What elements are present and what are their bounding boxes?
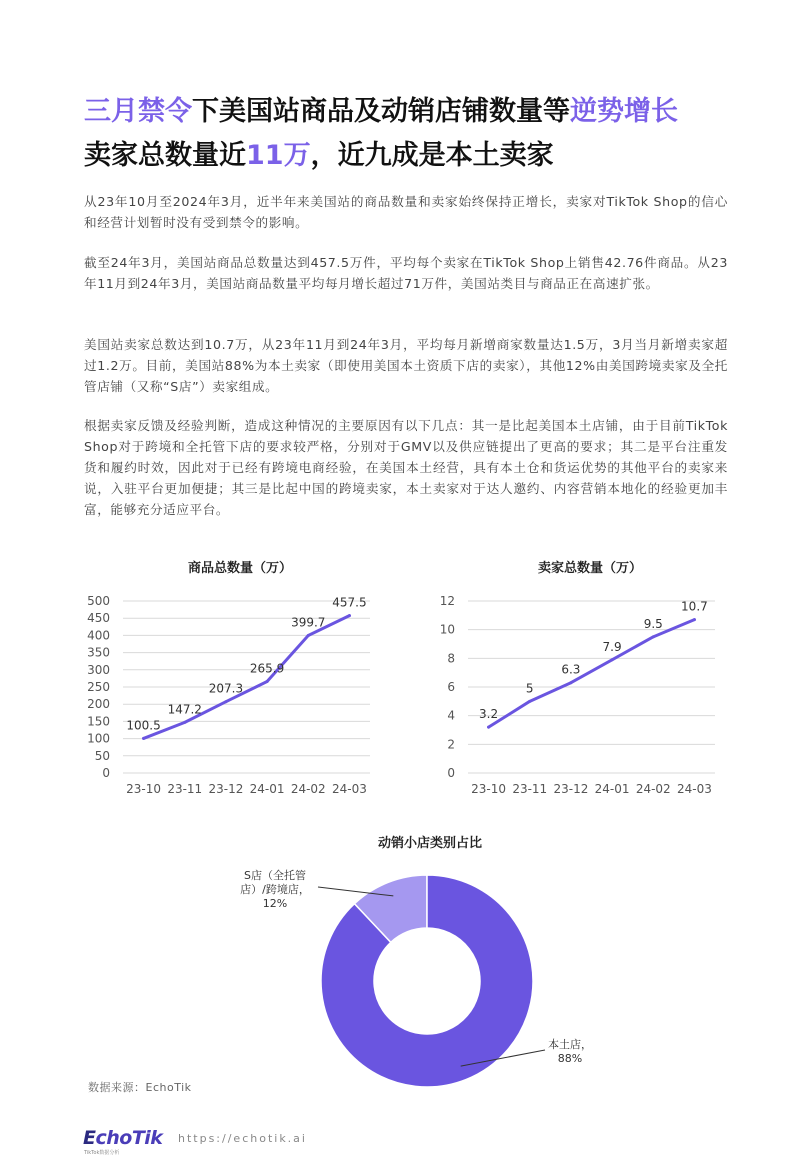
- sellers-ytick-label: 10: [439, 622, 455, 637]
- products-xtick-label: 24-03: [331, 782, 367, 796]
- products-data-point: [183, 721, 186, 724]
- title-line-2-segment-1: 11万: [246, 140, 311, 171]
- donut-slice-label: 本土店，: [548, 1038, 592, 1051]
- products-ytick-label: 0: [102, 766, 110, 780]
- logo-subtitle: TikTok数据分析: [84, 1150, 120, 1156]
- sellers-data-label: 10.7: [681, 599, 708, 614]
- sellers-xtick-label: 24-01: [594, 782, 630, 796]
- sellers-ytick-label: 6: [447, 680, 455, 694]
- products-ytick-label: 150: [87, 714, 110, 729]
- paragraph-3: 美国站卖家总数达到10.7万，从23年11月到24年3月，平均每月新增商家数量达1.5万，3月当月新增卖家超过1.2万。目前，美国站88%为本土卖家（即使用美国本土资质下店的卖家），其他12%由美国跨境卖家及全托管店铺（又称“S店”）卖家组成。: [84, 337, 728, 394]
- sellers-data-label: 3.2: [479, 707, 499, 722]
- products-data-point: [348, 614, 351, 617]
- donut-slice: [321, 875, 533, 1087]
- sellers-xtick-label: 24-03: [676, 782, 712, 796]
- footer-url[interactable]: https://echotik.ai: [178, 1132, 307, 1145]
- sellers-data-label: 7.9: [602, 639, 622, 654]
- page-title-line-2: [84, 140, 764, 172]
- products-data-label: 100.5: [126, 718, 161, 733]
- donut-slice-label: 店）/跨境店，: [240, 883, 310, 896]
- sellers-ytick-label: 8: [447, 651, 455, 666]
- products-xtick-label: 24-01: [249, 782, 285, 796]
- page-title-line-1: [84, 96, 764, 128]
- products-data-point: [142, 737, 145, 740]
- products-data-point: [307, 634, 310, 637]
- products-data-label: 207.3: [208, 681, 244, 696]
- chart-store-type: [200, 865, 700, 1095]
- products-ytick-label: 500: [87, 594, 110, 608]
- products-ytick-label: 400: [87, 628, 110, 643]
- products-data-point: [266, 680, 269, 683]
- sellers-data-point: [569, 681, 572, 684]
- title-line-1-segment-2: 逆势增长: [570, 96, 678, 127]
- logo-text: choTik: [95, 1127, 163, 1149]
- sellers-data-label: 6.3: [561, 662, 581, 677]
- title-line-1-segment-0: 三月禁令: [84, 96, 192, 127]
- products-data-label: 399.7: [291, 615, 326, 630]
- products-data-point: [224, 700, 227, 703]
- sellers-series-line: [489, 620, 695, 727]
- products-xtick-label: 23-10: [126, 782, 162, 796]
- products-ytick-label: 250: [87, 680, 110, 694]
- paragraph-4: 根据卖家反馈及经验判断，造成这种情况的主要原因有以下几点：其一是比起美国本土店铺，由于目前TikTok Shop对于跨境和全托管下店的要求较严格，分别对于GMV以及供应链提出了更高的要求；其二是平台注重发货和履约时效，因此对于已经有跨境电商经验，在美国本土经营，具有本土仓和货运优势的其他平台的卖家来说，入驻平台更加便捷；其三是比起中国的跨境卖家，本土卖家对于达人邀约、内容营销本地化的经验更加丰富，能够充分适应平台。: [84, 418, 728, 517]
- sellers-xtick-label: 23-11: [512, 782, 548, 796]
- sellers-ytick-label: 0: [447, 766, 455, 780]
- products-data-label: 147.2: [167, 702, 202, 717]
- sellers-xtick-label: 24-02: [635, 782, 671, 796]
- chart-sellers-title: 卖家总数量（万）: [537, 561, 642, 576]
- products-series-line: [144, 616, 350, 739]
- title-line-2-segment-0: 卖家总数量近: [84, 140, 246, 171]
- chart-sellers: [425, 585, 725, 815]
- sellers-data-point: [487, 726, 490, 729]
- chart-products-title: 商品总数量（万）: [187, 561, 292, 576]
- sellers-xtick-label: 23-10: [471, 782, 507, 796]
- donut-slice-label: 12%: [262, 897, 288, 910]
- sellers-data-label: 9.5: [643, 616, 663, 631]
- sellers-data-point: [693, 618, 696, 621]
- echotik-logo: [83, 1127, 162, 1149]
- donut-slice-label: S店（全托管: [244, 869, 306, 882]
- sellers-data-point: [528, 700, 531, 703]
- products-ytick-label: 450: [87, 611, 110, 626]
- data-source: 数据来源：EchoTik: [88, 1081, 192, 1094]
- sellers-ytick-label: 2: [447, 737, 455, 752]
- sellers-ytick-label: 4: [447, 708, 455, 723]
- paragraph-1: 从23年10月至2024年3月，近半年来美国站的商品数量和卖家始终保持正增长，卖家对TikTok Shop的信心和经营计划暂时没有受到禁令的影响。: [84, 194, 728, 230]
- logo-letter-e: E: [83, 1127, 96, 1149]
- title-line-2-segment-2: ，近九成是本土卖家: [310, 140, 554, 171]
- products-data-label: 265.9: [249, 661, 285, 676]
- title-line-1-segment-1: 下美国站商品及动销店铺数量等: [192, 96, 570, 127]
- products-ytick-label: 50: [94, 748, 110, 763]
- sellers-ytick-label: 12: [439, 594, 455, 608]
- products-ytick-label: 200: [87, 697, 110, 712]
- donut-slice-label: 88%: [557, 1052, 583, 1065]
- sellers-xtick-label: 23-12: [553, 782, 589, 796]
- products-xtick-label: 24-02: [290, 782, 326, 796]
- sellers-data-point: [611, 658, 614, 661]
- products-data-label: 457.5: [332, 595, 367, 610]
- sellers-data-label: 5: [525, 681, 534, 696]
- paragraph-2: 截至24年3月，美国站商品总数量达到457.5万件，平均每个卖家在TikTok Shop上销售42.76件商品。从23年11月到24年3月，美国站商品数量平均每月增长超过71万件，美国站类目与商品正在高速扩张。: [84, 255, 728, 291]
- chart-store-type-title: 动销小店类别占比: [377, 836, 482, 851]
- products-ytick-label: 100: [87, 731, 110, 746]
- sellers-data-point: [652, 635, 655, 638]
- products-ytick-label: 350: [87, 645, 110, 660]
- products-ytick-label: 300: [87, 662, 110, 677]
- products-xtick-label: 23-11: [167, 782, 203, 796]
- products-xtick-label: 23-12: [208, 782, 244, 796]
- chart-products: [80, 585, 380, 815]
